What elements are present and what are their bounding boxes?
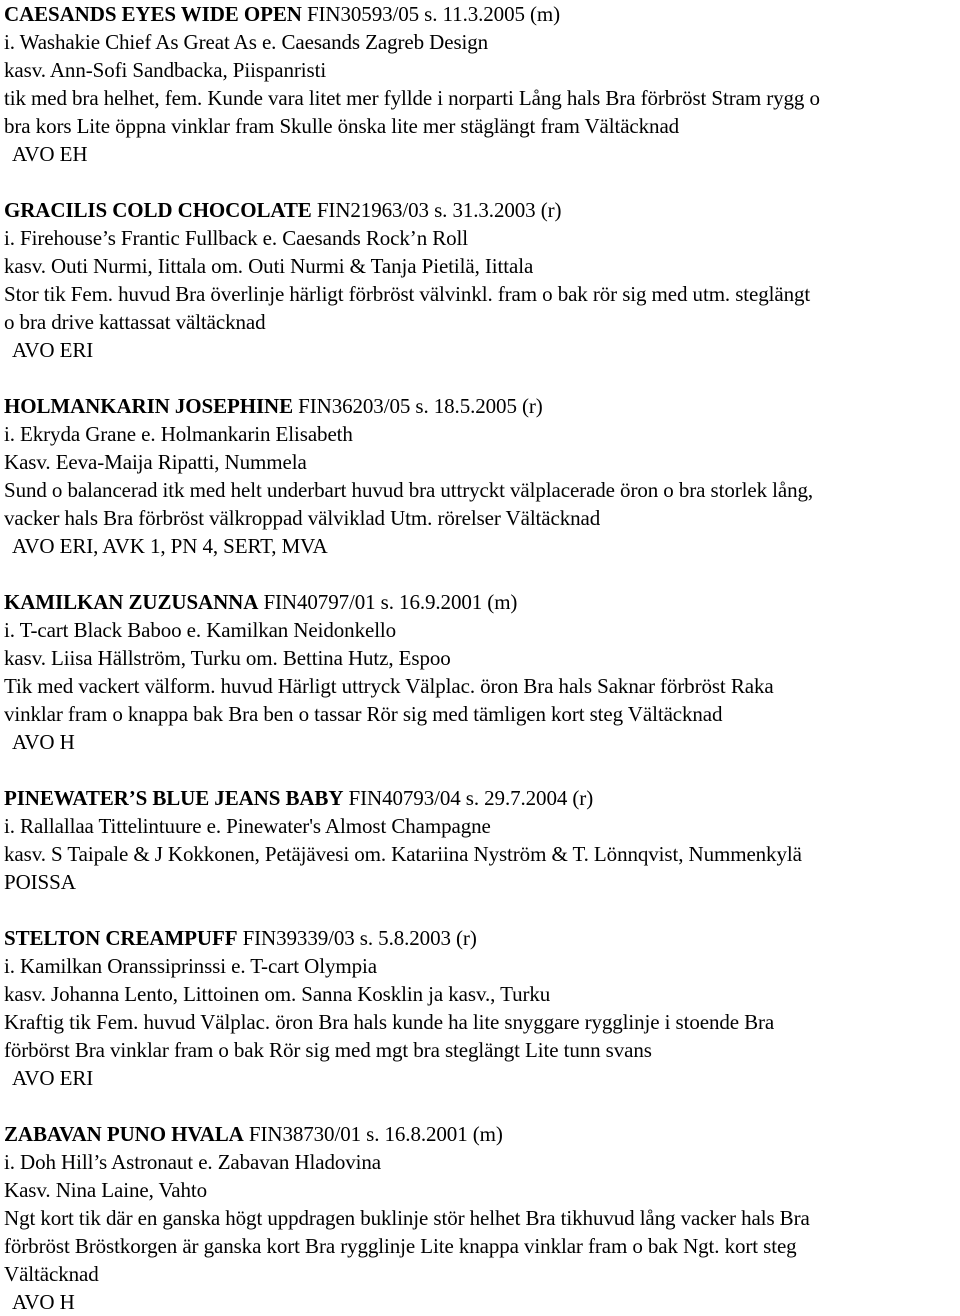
spacer [4,756,956,784]
critique-line: Ngt kort tik där en ganska högt uppdragen buklinje stör helhet Bra tikhuvud lång vacker hals Bra [4,1206,810,1230]
parents-line: i. Washakie Chief As Great As e. Caesands Zagreb Design [4,30,489,54]
breeder-line: Kasv. Eeva-Maija Ripatti, Nummela [4,450,307,474]
dog-entry [4,392,956,588]
breeder-line: Kasv. Nina Laine, Vahto [4,1178,207,1202]
dog-entry [4,588,956,784]
parents-line: i. T-cart Black Baboo e. Kamilkan Neidonkello [4,618,397,642]
spacer [4,364,956,392]
critique-line: Tik med vackert välform. huvud Härligt uttryck Välplac. öron Bra hals Saknar förbröst Raka [4,674,774,698]
dog-entry [4,196,956,392]
dog-name: PINEWATER’S BLUE JEANS BABY [4,786,344,810]
dog-entry [4,1120,956,1316]
parents-line: i. Ekryda Grane e. Holmankarin Elisabeth [4,422,353,446]
parents-line: i. Kamilkan Oranssiprinssi e. T-cart Olympia [4,954,377,978]
dog-name: HOLMANKARIN JOSEPHINE [4,394,294,418]
registration-info: FIN39339/03 s. 5.8.2003 (r) [237,926,477,950]
breeder-line: kasv. Johanna Lento, Littoinen om. Sanna Kosklin ja kasv., Turku [4,982,551,1006]
critique-line: Kraftig tik Fem. huvud Välplac. öron Bra hals kunde ha lite snyggare rygglinje i stoende Bra [4,1010,775,1034]
results-document [4,0,956,1316]
spacer [4,560,956,588]
award-line: AVO H [12,730,75,754]
dog-heading [4,0,956,28]
critique-line: Vältäcknad [4,1262,99,1286]
critique-line: vinklar fram o knappa bak Bra ben o tassar Rör sig med tämligen kort steg Vältäcknad [4,702,723,726]
dog-name: ZABAVAN PUNO HVALA [4,1122,244,1146]
critique-line: o bra drive kattassat vältäcknad [4,310,266,334]
award-line: AVO H [12,1290,75,1314]
award-line: POISSA [4,870,76,894]
critique-line: tik med bra helhet, fem. Kunde vara litet mer fyllde i norparti Lång hals Bra förbröst Stram rygg o [4,86,820,110]
critique-line: Stor tik Fem. huvud Bra överlinje härligt förbröst välvinkl. fram o bak rör sig med utm. steglängt [4,282,811,306]
parents-line: i. Firehouse’s Frantic Fullback e. Caesands Rock’n Roll [4,226,469,250]
breeder-line: kasv. Liisa Hällström, Turku om. Bettina Hutz, Espoo [4,646,451,670]
registration-info: FIN21963/03 s. 31.3.2003 (r) [311,198,562,222]
registration-info: FIN38730/01 s. 16.8.2001 (m) [243,1122,503,1146]
registration-info: FIN30593/05 s. 11.3.2005 (m) [301,2,561,26]
spacer [4,1092,956,1120]
dog-heading [4,1120,956,1148]
dog-name: GRACILIS COLD CHOCOLATE [4,198,312,222]
breeder-line: kasv. Outi Nurmi, Iittala om. Outi Nurmi & Tanja Pietilä, Iittala [4,254,534,278]
dog-heading [4,588,956,616]
dog-name: KAMILKAN ZUZUSANNA [4,590,259,614]
dog-heading [4,196,956,224]
dog-name: STELTON CREAMPUFF [4,926,238,950]
breeder-line: kasv. S Taipale & J Kokkonen, Petäjävesi om. Katariina Nyström & T. Lönnqvist, Nummenkylä [4,842,802,866]
award-line: AVO EH [12,142,88,166]
dog-entry [4,924,956,1120]
registration-info: FIN40797/01 s. 16.9.2001 (m) [258,590,518,614]
award-line: AVO ERI [12,338,94,362]
critique-line: förbröst Bröstkorgen är ganska kort Bra rygglinje Lite knappa vinklar fram o bak Ngt. kort steg [4,1234,797,1258]
critique-line: förbörst Bra vinklar fram o bak Rör sig med mgt bra steglängt Lite tunn svans [4,1038,652,1062]
dog-heading [4,392,956,420]
dog-heading [4,924,956,952]
award-line: AVO ERI [12,1066,94,1090]
critique-line: Sund o balancerad itk med helt underbart huvud bra uttryckt välplacerade öron o bra storlek lång, [4,478,814,502]
award-line: AVO ERI, AVK 1, PN 4, SERT, MVA [12,534,328,558]
parents-line: i. Rallallaa Tittelintuure e. Pinewater's Almost Champagne [4,814,491,838]
breeder-line: kasv. Ann-Sofi Sandbacka, Piispanristi [4,58,327,82]
parents-line: i. Doh Hill’s Astronaut e. Zabavan Hladovina [4,1150,382,1174]
dog-heading [4,784,956,812]
critique-line: vacker hals Bra förbröst välkroppad välviklad Utm. rörelser Vältäcknad [4,506,601,530]
dog-name: CAESANDS EYES WIDE OPEN [4,2,302,26]
spacer [4,896,956,924]
registration-info: FIN40793/04 s. 29.7.2004 (r) [343,786,594,810]
spacer [4,168,956,196]
critique-line: bra kors Lite öppna vinklar fram Skulle önska lite mer stäglängt fram Vältäcknad [4,114,680,138]
dog-entry [4,0,956,196]
registration-info: FIN36203/05 s. 18.5.2005 (r) [293,394,543,418]
dog-entry [4,784,956,924]
